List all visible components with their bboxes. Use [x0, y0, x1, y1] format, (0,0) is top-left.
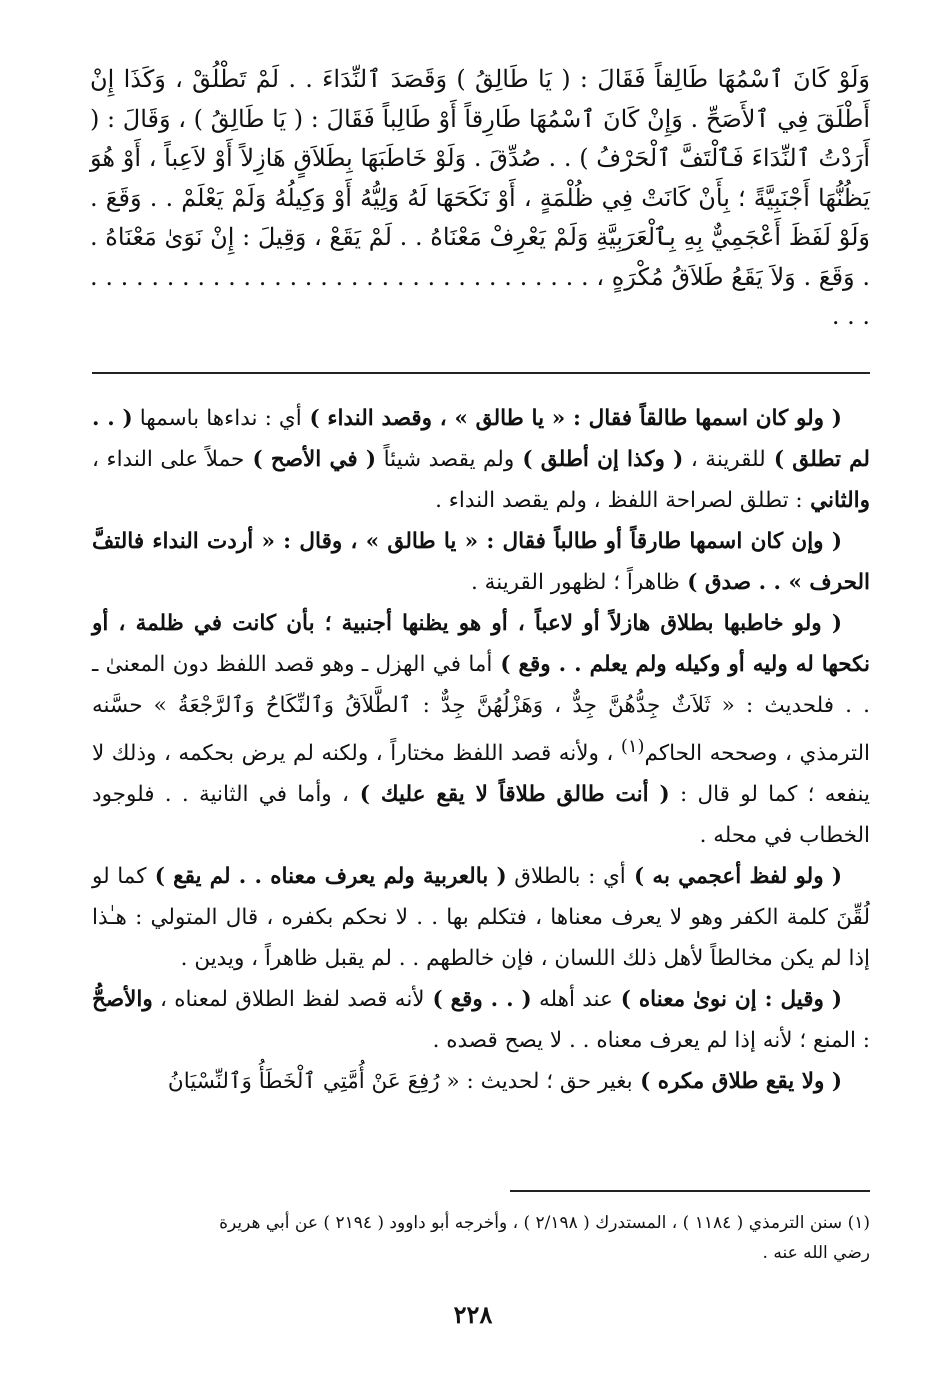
commentary-text: : تطلق لصراحة اللفظ ، ولم يقصد النداء . — [435, 488, 803, 513]
quoted-matn: ( في الأصح ) — [244, 447, 377, 472]
footnote-line: (١) سنن الترمذي ( ١١٨٤ ) ، المستدرك ( ٢/١٩٨ ) ، وأخرجه أبو داوود ( ٢١٩٤ ) عن أبي هريرة — [219, 1213, 870, 1233]
commentary-text: لأنه قصد لفظ الطلاق لمعناه ، — [152, 987, 425, 1013]
quoted-matn: ( . . وقع ) — [424, 987, 532, 1013]
commentary-text: ، وأما في الثانية . . فلوجود الخطاب في محله . — [92, 782, 870, 849]
commentary — [92, 398, 870, 1102]
quoted-matn: ( . . لم تطلق ) — [92, 406, 870, 472]
commentary-text: ظاهراً ؛ لظهور القرينة . — [471, 570, 680, 595]
commentary-text: عند أهله — [531, 987, 613, 1013]
quoted-matn: ( وإن كان اسمها طارقاً أو طالباً فقال : « يا طالق » ، وقال : « أردت النداء فالتفَّ الحرف » . . صدق ) — [92, 529, 870, 595]
commentary-text: أي : بالطلاق — [506, 864, 626, 890]
commentary-text: بغير حق ؛ لحديث : « رُفِعَ عَنْ أُمَّتِي ٱلْخَطَأُ وَٱلنِّسْيَانُ — [167, 1069, 633, 1095]
footnote — [92, 1208, 870, 1268]
commentary-paragraph — [92, 398, 870, 521]
quoted-matn: والأصحُّ — [92, 987, 153, 1013]
commentary-text: أي : نداءها باسمها — [132, 406, 302, 431]
quoted-matn: ( ولو كان اسمها طالقاً فقال : « يا طالق » ، وقصد النداء ) — [301, 406, 842, 431]
quoted-matn: ( ولو لفظ أعجمي به ) — [625, 864, 843, 890]
main-text-paragraph — [90, 60, 870, 337]
commentary-text: : المنع ؛ لأنه إذا لم يعرف معناه . . لا يصح قصده . — [432, 1028, 870, 1054]
page-number: ٢٢٨ — [453, 1300, 493, 1329]
commentary-paragraph — [92, 979, 870, 1061]
commentary-text: ولم يقصد شيئاً — [376, 447, 515, 472]
footnote-reference: (١) — [620, 736, 645, 757]
main-text-body: وَلَوْ كَانَ ٱسْمُهَا طَالِقاً فَقَالَ : ( يَا طَالِقُ ) وَقَصَدَ ٱلنِّدَاءَ . . لَمْ تَطْلُقْ ، وَكَذَا إِنْ أَطْلَقَ فِي ٱلأَصَحِّ . وَإِنْ كَانَ ٱسْمُهَا طَارِقاً أَوْ طَالِباً فَقَالَ : ( يَا طَالِقُ ) ، وَقَالَ : ( أَرَدْتُ ٱلنِّدَاءَ فَٱلْتَفَّ ٱلْحَرْفُ ) . . صُدِّقَ . وَلَوْ خَاطَبَهَا بِطَلاَقٍ هَازِلاً أَوْ لاَعِباً ، أَوْ هُوَ يَظُنُّهَا أَجْنَبِيَّةً ؛ بِأَنْ كَانَتْ فِي ظُلْمَةٍ ، أَوْ نَكَحَهَا لَهُ وَلِيُّهُ أَوْ وَكِيلُهُ وَلَمْ يَعْلَمْ . . وَقَعَ . وَلَوْ لَفَظَ أَعْجَمِيٌّ بِهِ بِٱلْعَرَبِيَّةِ وَلَمْ يَعْرِفْ مَعْنَاهُ . . لَمْ يَقَعْ ، وَقِيلَ : إِنْ نَوَىٰ مَعْنَاهُ . . وَقَعَ . وَلاَ يَقَعُ طَلاَقُ مُكْرَهٍ ، — [90, 65, 870, 291]
quoted-matn: ( أنت طالق طلاقاً لا يقع عليك ) — [348, 782, 670, 808]
commentary-paragraph — [92, 856, 870, 979]
commentary-text: حملاً على النداء ، — [92, 447, 245, 472]
quoted-matn: ( ولو خاطبها بطلاق هازلاً أو لاعباً ، أو هو يظنها أجنبية ؛ بأن كانت في ظلمة ، أو نكحها له وليه أو وكيله ولم يعلم . . وقع ) — [92, 611, 871, 677]
main-text-dots: . . . . . . . . . . . . . . . . . . . . . . . . . . . . . . . . . . . . — [90, 262, 870, 330]
main-text — [90, 60, 870, 337]
quoted-matn: ( بالعربية ولم يعرف معناه . . لم يقع ) — [146, 864, 507, 890]
commentary-text: للقرينة ، — [683, 447, 766, 472]
commentary-text: كما لو لُقِّنَ كلمة الكفر وهو لا يعرف معناها ، فتكلم بها . . لا نحكم بكفره ، قال المتولي : هـٰذا إذا لم يكن مخالطاً لأهل ذلك اللسان ، فإن خالطهم . . لم يقبل ظاهراً ، ويدين . — [92, 864, 870, 972]
quoted-matn: والثاني — [802, 488, 870, 513]
quoted-matn: ( ولا يقع طلاق مكره ) — [632, 1069, 842, 1095]
footnote-line: رضي الله عنه . — [762, 1243, 870, 1263]
commentary-text: أما في الهزل ـ وهو قصد اللفظ دون المعنىٰ ـ . . فلحديث : « ثَلاَثٌ جِدُّهُنَّ جِدٌّ ، وَهَزْلُهُنَّ جِدٌّ : ٱلطَّلاَقُ وَٱلنِّكَاحُ وَٱلرَّجْعَةُ » حسَّنه الترمذي ، وصححه الحاكم — [92, 652, 871, 767]
main-text-divider — [92, 372, 870, 374]
commentary-paragraph — [92, 1061, 870, 1102]
quoted-matn: ( وكذا إن أطلق ) — [514, 447, 684, 472]
commentary-text: ، ولأنه قصد اللفظ مختاراً ، ولكنه لم يرض بحكمه ، وذلك لا ينفعه ؛ كما لو قال : — [92, 741, 870, 808]
commentary-paragraph — [92, 521, 870, 603]
footnote-divider — [510, 1190, 870, 1192]
commentary-paragraph — [92, 603, 870, 856]
quoted-matn: ( وقيل : إن نوىٰ معناه ) — [612, 987, 842, 1013]
